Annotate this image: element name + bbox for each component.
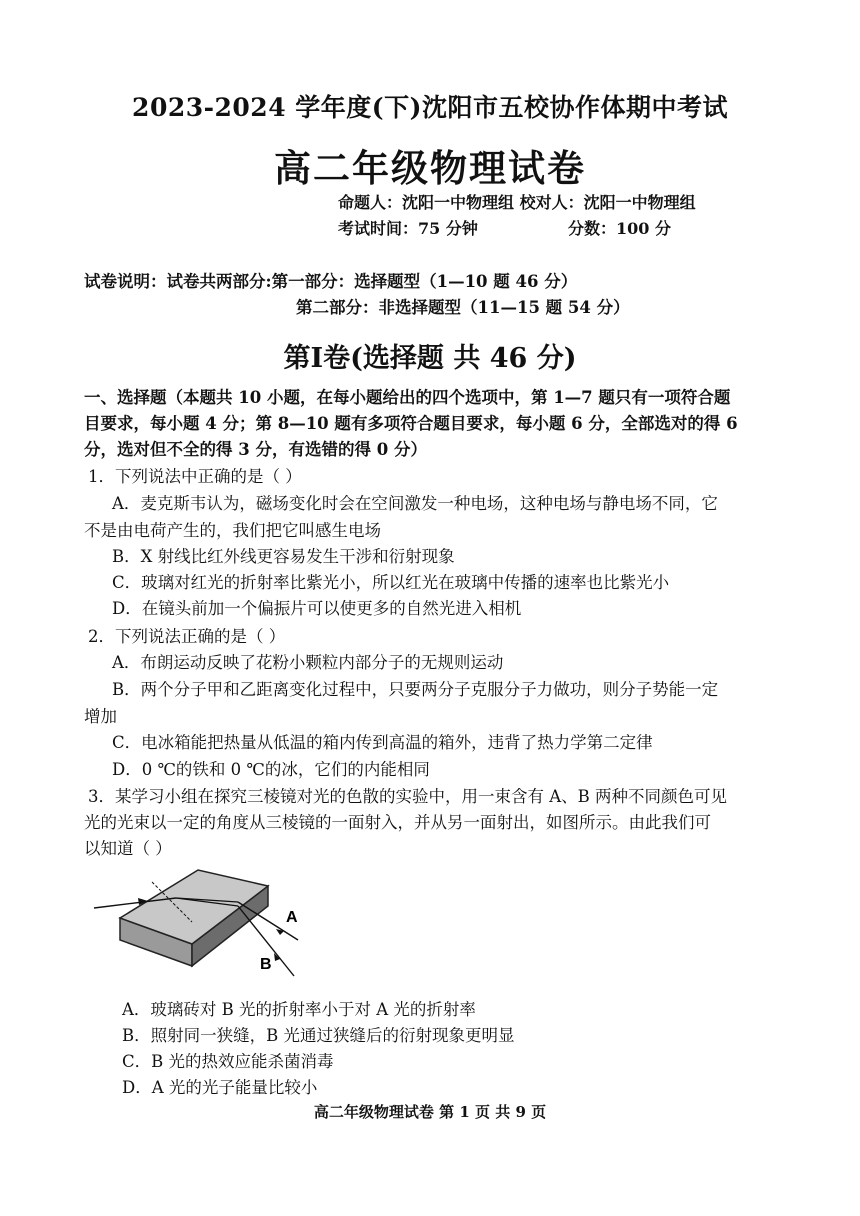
q2-option-b-line2: 增加 [84, 707, 117, 726]
section-intro-line2: 目要求，每小题 4 分；第 8—10 题有多项符合题目要求，每小题 6 分，全部选对的得 6 [84, 414, 738, 433]
exam-time: 考试时间：75 分钟 [338, 219, 478, 238]
author-line: 命题人：沈阳一中物理组 校对人：沈阳一中物理组 [338, 193, 696, 212]
q3-option-a: A．玻璃砖对 B 光的折射率小于对 A 光的折射率 [122, 1000, 476, 1019]
q3-stem-line3: 以知道（ ） [84, 839, 172, 858]
page-footer: 高二年级物理试卷 第 1 页 共 9 页 [313, 1103, 547, 1121]
section-title: 第Ⅰ卷(选择题 共 46 分) [283, 343, 577, 374]
q2-stem: 2．下列说法正确的是（ ） [88, 627, 286, 646]
q1-stem: 1．下列说法中正确的是（ ） [88, 467, 302, 486]
section-intro-line3: 分，选对但不全的得 3 分，有选错的得 0 分） [84, 440, 427, 459]
q3-stem-line2: 光的光束以一定的角度从三棱镜的一面射入，并从另一面射出，如图所示。由此我们可 [84, 813, 711, 832]
figure-label-b: B [260, 956, 272, 973]
exam-title-line2: 高二年级物理试卷 [274, 146, 586, 190]
q3-option-d: D．A 光的光子能量比较小 [122, 1078, 318, 1097]
q1-option-d: D．在镜头前加一个偏振片可以使更多的自然光进入相机 [112, 599, 522, 618]
prism-dispersion-figure [88, 862, 328, 982]
q1-option-a-line2: 不是由电荷产生的，我们把它叫感生电场 [84, 521, 381, 540]
exam-score: 分数：100 分 [568, 219, 671, 238]
exam-title-line1: 2023-2024 学年度(下)沈阳市五校协作体期中考试 [132, 93, 728, 122]
q2-option-c: C．电冰箱能把热量从低温的箱内传到高温的箱外，违背了热力学第二定律 [112, 733, 653, 752]
q3-stem-line1: 3．某学习小组在探究三棱镜对光的色散的实验中，用一束含有 A、B 两种不同颜色可见 [88, 787, 728, 806]
q1-option-c: C．玻璃对红光的折射率比紫光小，所以红光在玻璃中传播的速率也比紫光小 [112, 573, 670, 592]
q2-option-a: A．布朗运动反映了花粉小颗粒内部分子的无规则运动 [112, 653, 504, 672]
q3-option-b: B．照射同一狭缝，B 光通过狭缝后的衍射现象更明显 [122, 1026, 515, 1045]
q1-option-b: B．X 射线比红外线更容易发生干涉和衍射现象 [112, 547, 455, 566]
instructions-line2: 第二部分：非选择题型（11—15 题 54 分） [296, 298, 630, 317]
instructions-line1: 试卷说明：试卷共两部分:第一部分：选择题型（1—10 题 46 分） [84, 272, 578, 291]
section-intro-line1: 一、选择题（本题共 10 小题，在每小题给出的四个选项中，第 1—7 题只有一项符合题 [84, 388, 731, 407]
q3-option-c: C．B 光的热效应能杀菌消毒 [122, 1052, 334, 1071]
q2-option-d: D．0 ℃的铁和 0 ℃的冰，它们的内能相同 [112, 760, 430, 779]
q1-option-a-line1: A．麦克斯韦认为，磁场变化时会在空间激发一种电场，这种电场与静电场不同，它 [112, 494, 718, 513]
figure-label-a: A [286, 909, 298, 926]
q2-option-b-line1: B．两个分子甲和乙距离变化过程中，只要两分子克服分子力做功，则分子势能一定 [112, 680, 719, 699]
